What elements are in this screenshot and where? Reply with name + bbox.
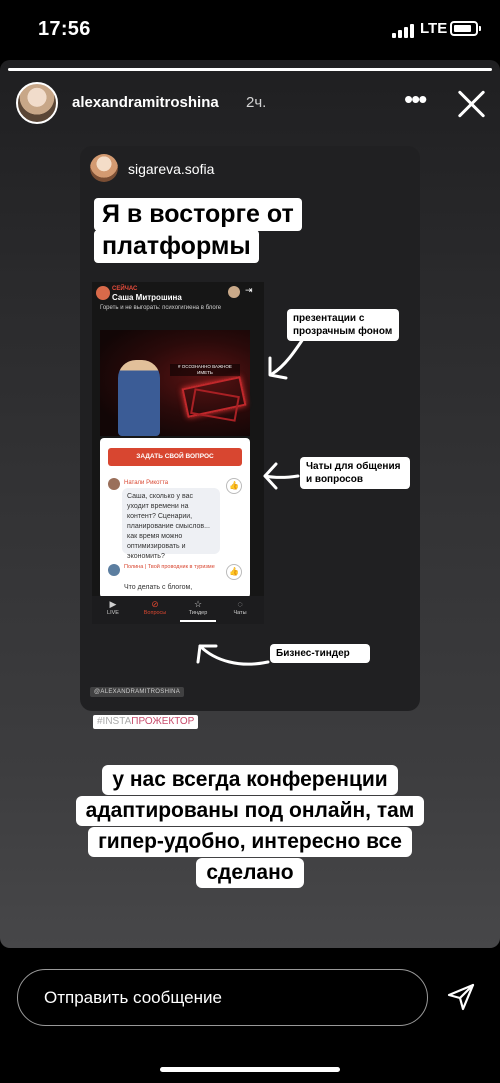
play-icon: ▶ <box>109 599 117 609</box>
speaker-avatar <box>96 286 110 300</box>
tab-tinder: ☆ Тиндер <box>178 598 218 616</box>
sticker-chats: Чаты для общения и вопросов <box>300 457 410 489</box>
exit-icon: ⇥ <box>245 285 253 295</box>
sticker-tinder: Бизнес-тиндер <box>270 644 370 663</box>
headline-line1: Я в восторге от <box>94 198 302 231</box>
question-author-2: Полина | Твой проводник в туризме <box>124 564 215 570</box>
reposted-story[interactable] <box>80 146 420 711</box>
story-age: 2ч. <box>246 94 267 111</box>
like-icon: 👍 <box>226 478 242 494</box>
tab-indicator <box>180 620 216 622</box>
story-progress-bar <box>8 68 492 71</box>
user-avatar <box>228 286 240 298</box>
question-text: Саша, сколько у вас уходит времени на контент? Сценарии, планирование смыслов... как время можно оптимизировать и экономить? <box>122 488 220 554</box>
story-card[interactable] <box>0 60 500 948</box>
battery-icon <box>450 21 478 36</box>
status-time: 17:56 <box>38 18 91 40</box>
tab-questions: ⊘ Вопросы <box>135 598 175 616</box>
question-avatar <box>108 478 120 490</box>
arrow-tinder <box>200 646 268 664</box>
like-icon-2: 👍 <box>226 564 242 580</box>
speaker-name: Саша Митрошина <box>112 293 182 302</box>
home-indicator <box>160 1067 340 1072</box>
arrow-presentations-head <box>270 358 286 378</box>
caption-line: у нас всегда конференции <box>0 765 500 795</box>
speaker-figure <box>118 360 160 436</box>
signal-icon <box>392 24 416 38</box>
question-avatar-2 <box>108 564 120 576</box>
headline-line2: платформы <box>94 230 259 263</box>
network-label: LTE <box>420 20 448 37</box>
ellipsis-icon[interactable]: ••• <box>404 84 426 114</box>
question-author: Натали Рикотта <box>124 480 169 486</box>
question-text-2: Что делать с блогом, <box>124 584 193 591</box>
caption-line: сделано <box>0 858 500 888</box>
hashtag-part2: ПРОЖЕКТОР <box>131 716 195 727</box>
hashtag-part1: #INSTA <box>97 716 132 727</box>
arrow-presentations <box>272 336 305 374</box>
chat-icon: ◌ <box>237 599 243 609</box>
ask-question-button: ЗАДАТЬ СВОЙ ВОПРОС <box>108 448 242 466</box>
caption-line: гипер-удобно, интересно все <box>0 827 500 857</box>
hashtag-sticker[interactable] <box>93 715 198 729</box>
questions-card <box>100 438 250 598</box>
sticker-presentations: презентации с прозрачным фоном <box>287 309 399 341</box>
arrow-chats-head <box>265 464 276 488</box>
video-frame <box>100 330 250 436</box>
reply-input[interactable] <box>17 969 428 1026</box>
caption-line: адаптированы под онлайн, там <box>0 796 500 826</box>
repost-username[interactable]: sigareva.sofia <box>128 161 215 177</box>
close-icon[interactable] <box>456 88 488 120</box>
question-icon: ⊘ <box>151 599 159 609</box>
video-banner: # ОСОЗНАННО ВАЖНОЕ ИМЕТЬ <box>170 364 240 376</box>
repost-avatar <box>90 154 118 182</box>
now-label: СЕЙЧАС <box>112 286 138 292</box>
story-username[interactable]: alexandramitroshina <box>72 94 219 111</box>
avatar[interactable] <box>16 82 58 124</box>
tab-live: ▶ LIVE <box>93 598 133 616</box>
mention-sticker[interactable]: @ALEXANDRAMITROSHINA <box>90 687 184 697</box>
tab-chats: ◌ Чаты <box>220 598 260 616</box>
arrow-chats <box>265 476 298 478</box>
send-icon[interactable] <box>446 982 476 1012</box>
session-title: Гореть и не выгорать: психогигиена в блоге <box>100 305 222 311</box>
app-tab-bar <box>92 596 264 624</box>
app-screenshot <box>92 282 264 624</box>
arrow-tinder-head <box>198 646 216 662</box>
star-icon: ☆ <box>193 599 203 609</box>
reply-placeholder: Отправить сообщение <box>44 988 222 1007</box>
status-bar <box>0 0 500 60</box>
